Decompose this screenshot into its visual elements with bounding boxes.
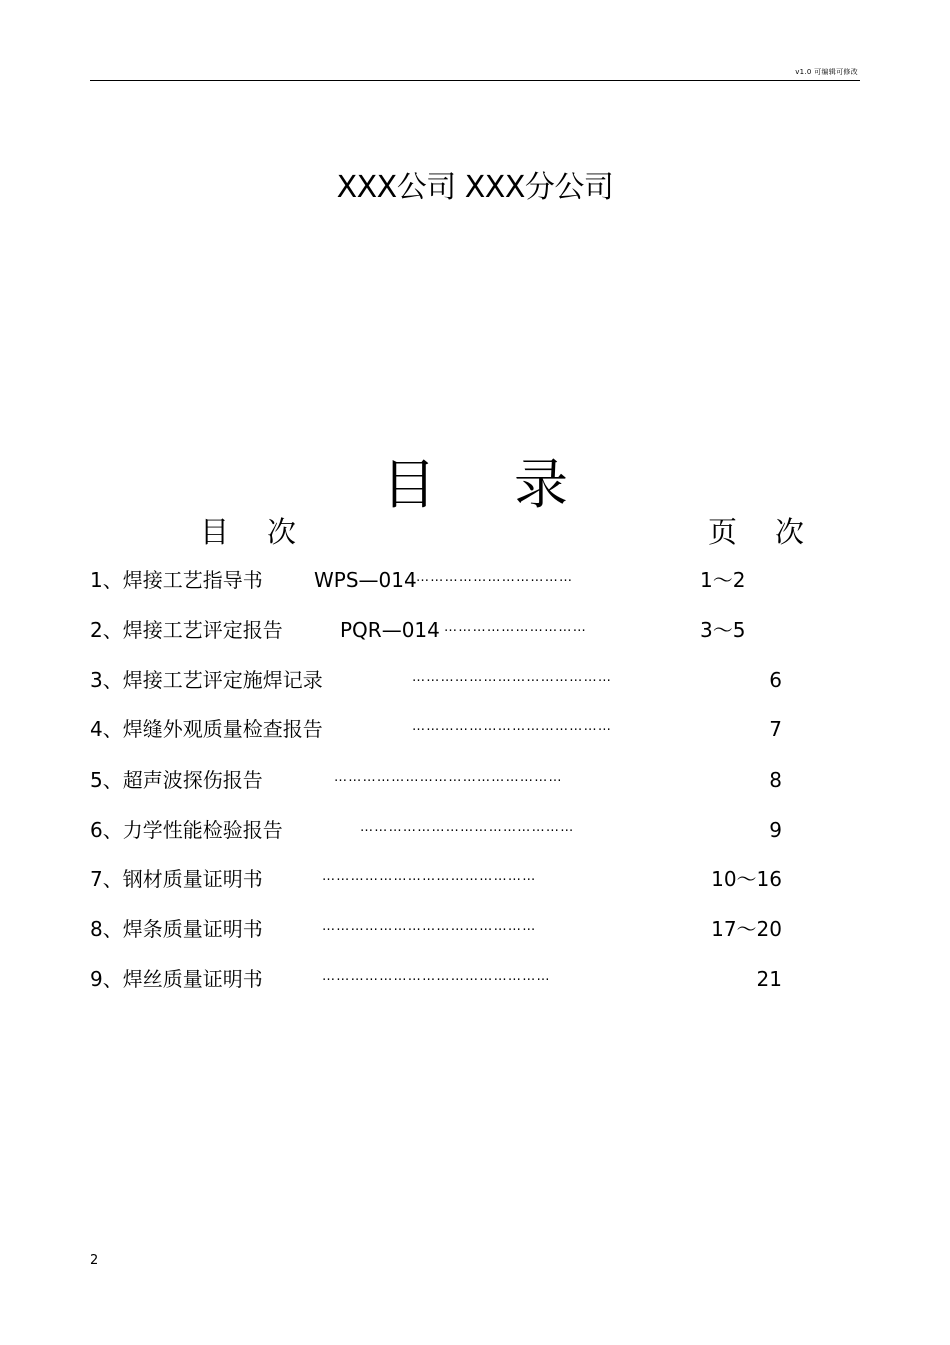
header-version-note: v1.0 可编辑可修改 (795, 68, 858, 76)
toc-entry-label: 9、焊丝质量证明书 (90, 967, 263, 991)
toc-entry-leader: ………………………… (444, 620, 587, 635)
column-heading-pages: 页次 (708, 515, 843, 549)
toc-entry (90, 767, 790, 793)
toc-entry-leader: ……………………………………… (322, 869, 537, 884)
toc-entry-leader: …………………………………… (412, 719, 613, 734)
toc-entry-label: 3、焊接工艺评定施焊记录 (90, 668, 323, 692)
toc-entry-label: 6、力学性能检验报告 (90, 818, 283, 842)
column-heading-contents: 目次 (200, 515, 335, 549)
toc-entry-label: 4、焊缝外观质量检查报告 (90, 717, 323, 741)
toc-entry-label: 5、超声波探伤报告 (90, 768, 263, 792)
toc-entry (90, 617, 790, 643)
toc-entry-pages: 1～2 (700, 568, 746, 592)
toc-entry-pages: 10～16 (711, 867, 782, 891)
toc-entry-pages: 9 (769, 818, 782, 842)
toc-entry-leader: ……………………………………… (322, 919, 537, 934)
toc-entry-code: PQR—014 (340, 618, 440, 642)
toc-entry (90, 866, 790, 892)
toc-title: 目录 (382, 453, 646, 516)
toc-entry (90, 667, 790, 693)
toc-entry-leader: …………………………………… (412, 670, 613, 685)
toc-entry-pages: 7 (769, 717, 782, 741)
company-title: XXX公司 XXX分公司 (336, 170, 614, 205)
toc-entry-label: 1、焊接工艺指导书 (90, 568, 263, 592)
toc-entry-leader: ………………………………………… (334, 770, 563, 785)
toc-entry-label: 7、钢材质量证明书 (90, 867, 263, 891)
toc-entry-pages: 6 (769, 668, 782, 692)
toc-entry-pages: 21 (756, 967, 782, 991)
toc-entry (90, 817, 790, 843)
toc-entry-pages: 3～5 (700, 618, 746, 642)
page-number: 2 (90, 1253, 99, 1268)
toc-entry (90, 716, 790, 742)
toc-entry-leader: …………………………… (416, 570, 574, 585)
toc-entry-label: 8、焊条质量证明书 (90, 917, 263, 941)
toc-entry-label: 2、焊接工艺评定报告 (90, 618, 283, 642)
toc-entry (90, 916, 790, 942)
toc-entry-leader: ………………………………………… (322, 969, 551, 984)
toc-entry (90, 966, 790, 992)
toc-entry-code: WPS—014 (314, 568, 417, 592)
toc-entry-pages: 8 (769, 768, 782, 792)
toc-entry-leader: ……………………………………… (360, 820, 575, 835)
header-divider (90, 80, 860, 81)
toc-entry (90, 567, 790, 593)
toc-entry-pages: 17～20 (711, 917, 782, 941)
